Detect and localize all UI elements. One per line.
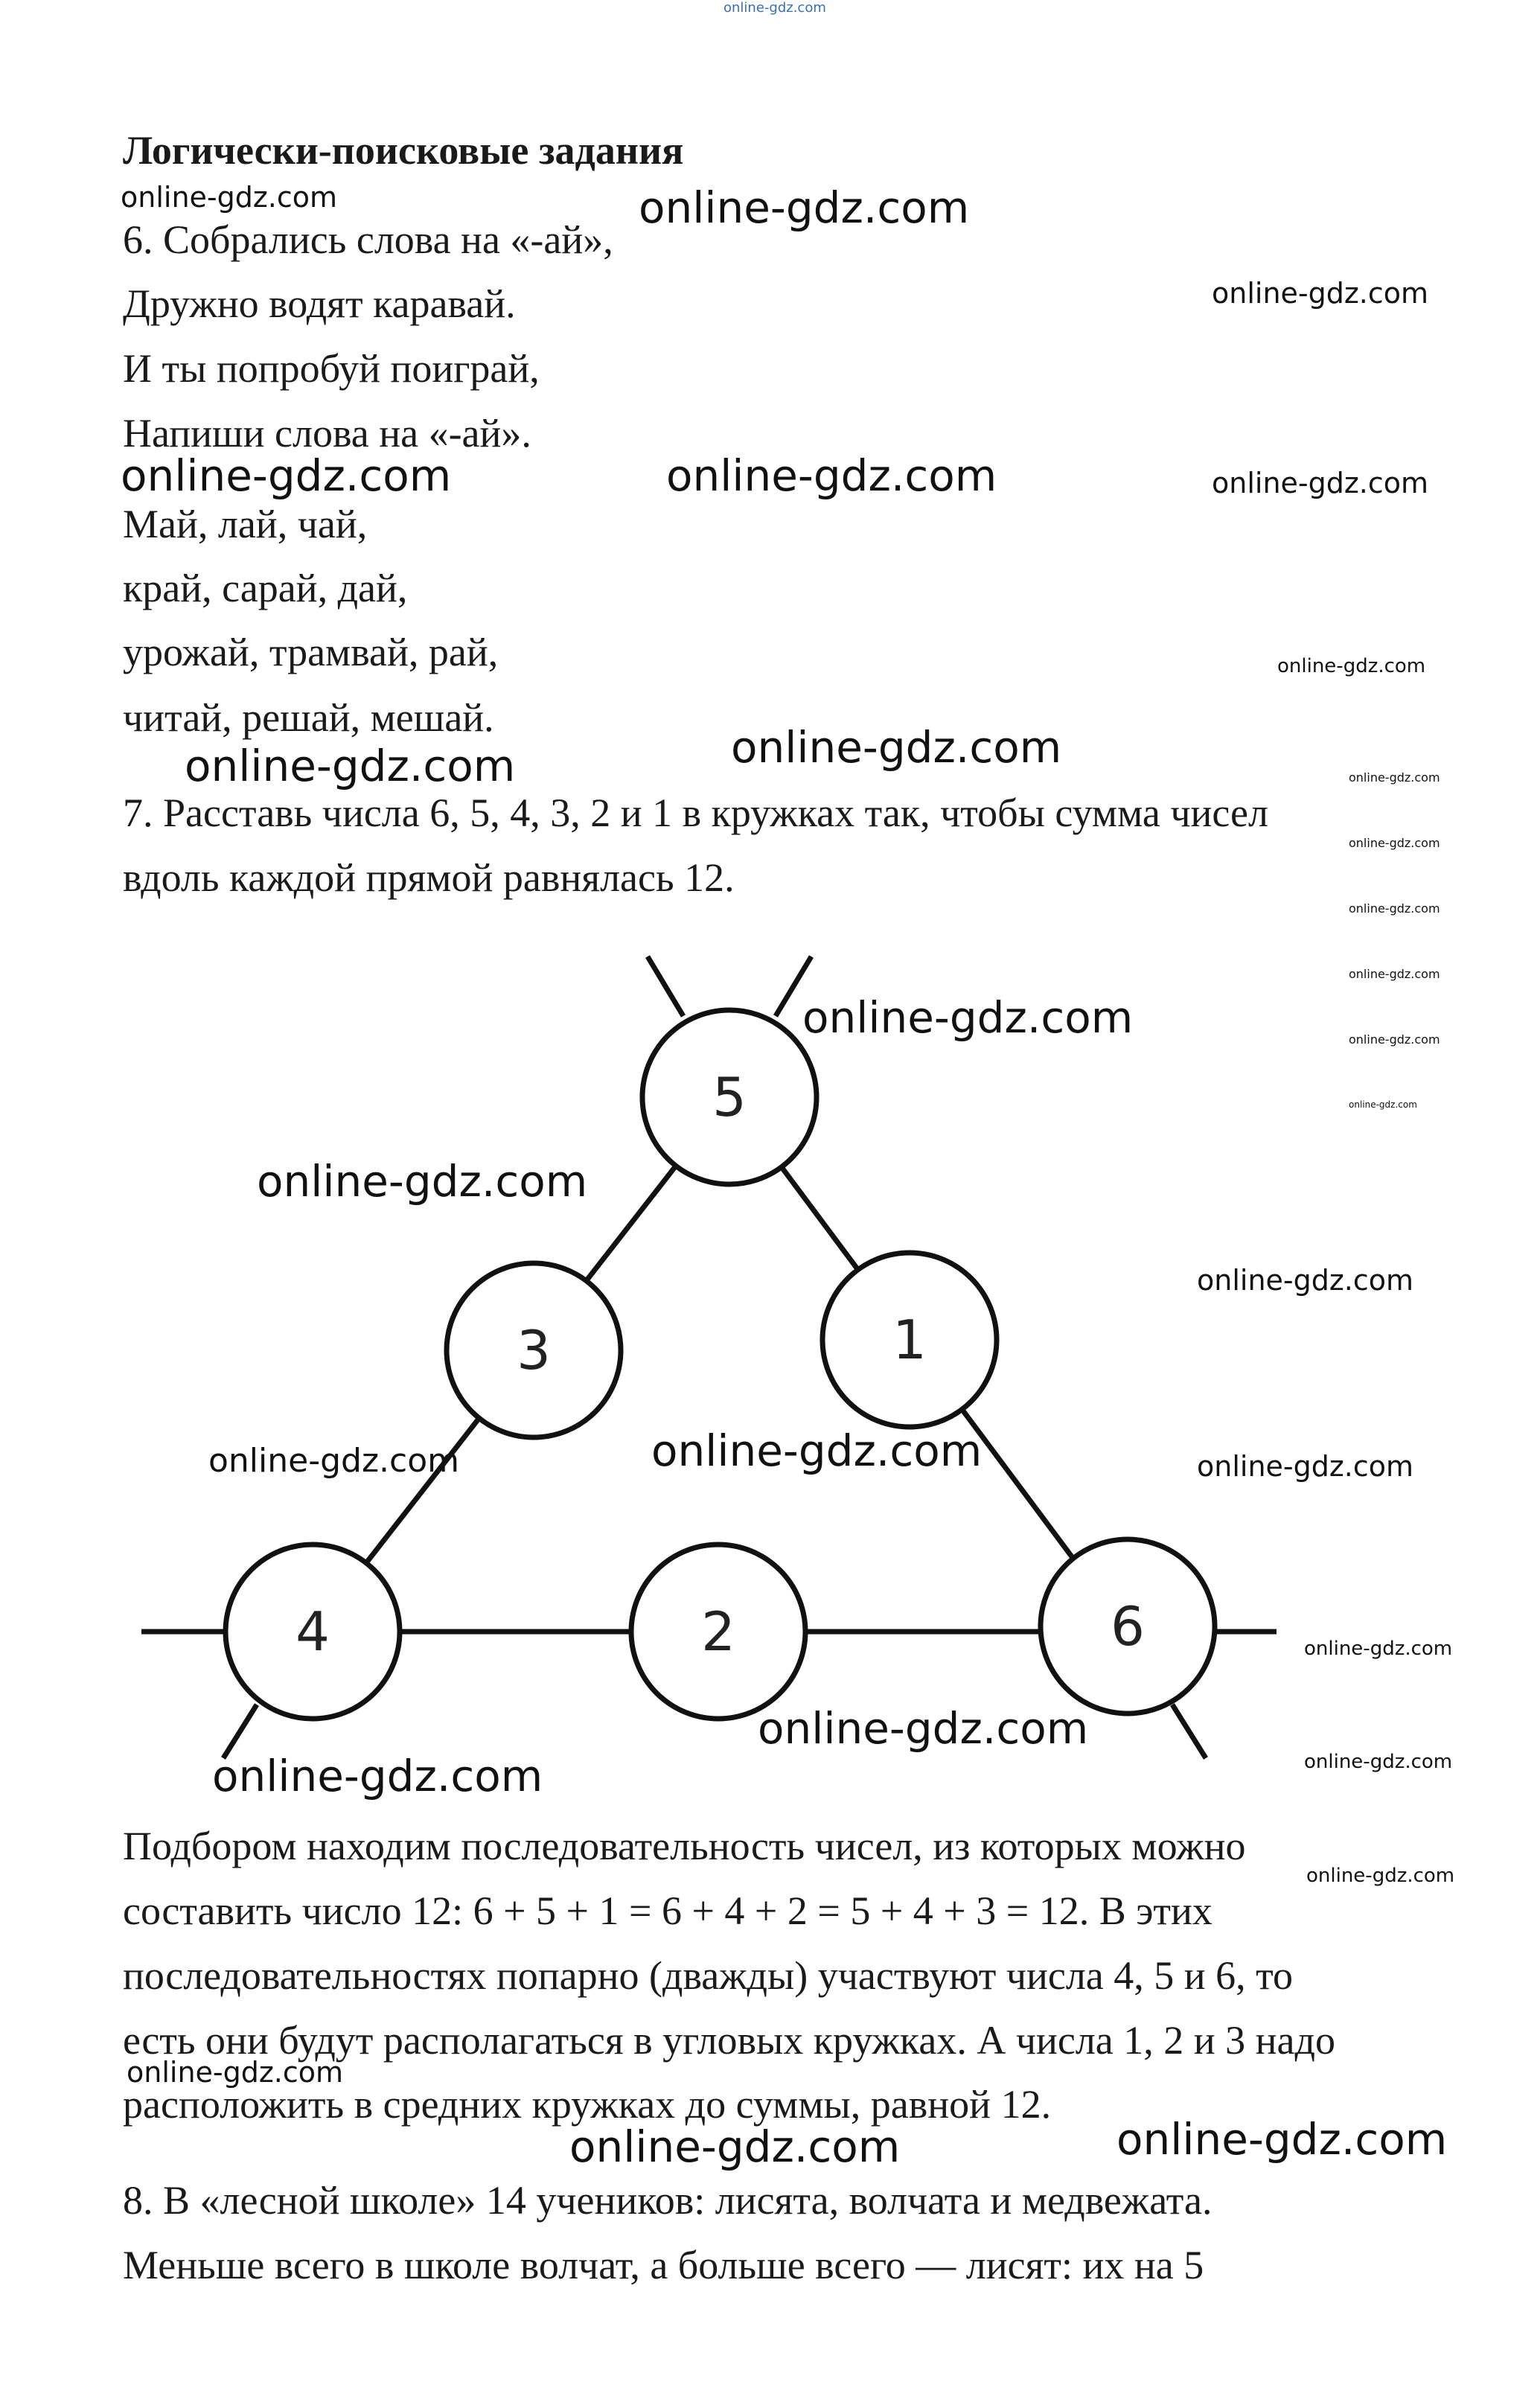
watermark: online-gdz.com	[802, 992, 1134, 1043]
task8-line: Меньше всего в школе волчат, а больше всего — лисят: их на 5	[123, 2243, 1204, 2287]
watermark: online-gdz.com	[1349, 770, 1440, 785]
task7-line: вдоль каждой прямой равнялась 12.	[123, 855, 735, 900]
node-bottom-left-label: 4	[295, 1600, 330, 1663]
watermark: online-gdz.com	[1304, 1751, 1453, 1773]
task6-line: 6. Собрались слова на «-ай»,	[123, 217, 613, 262]
watermark: online-gdz.com	[1197, 1264, 1414, 1297]
solution-line: Подбором находим последовательность чисел, из которых можно	[123, 1824, 1246, 1868]
watermark: online-gdz.com	[1116, 2114, 1448, 2165]
node-upper-left	[447, 1263, 621, 1437]
watermark: online-gdz.com	[1277, 655, 1426, 677]
solution-line: расположить в средних кружках до суммы, равной 12.	[123, 2082, 1052, 2127]
watermark: online-gdz.com	[257, 1156, 588, 1207]
watermark: online-gdz.com	[1306, 1865, 1455, 1887]
watermark: online-gdz.com	[1349, 1032, 1440, 1047]
watermark: online-gdz.com	[121, 181, 338, 214]
task7-line: 7. Расставь числа 6, 5, 4, 3, 2 и 1 в кружках так, чтобы сумма чисел	[123, 791, 1268, 835]
task6-line: Май, лай, чай,	[123, 502, 368, 546]
watermark: online-gdz.com	[758, 1703, 1089, 1754]
node-bottom-right	[1041, 1539, 1215, 1714]
node-bottom-right-label: 6	[1111, 1595, 1145, 1658]
watermark: online-gdz.com	[1304, 1638, 1453, 1660]
diagram-line	[648, 957, 683, 1016]
diagram-line	[1172, 1705, 1206, 1758]
node-bottom-middle	[631, 1545, 805, 1719]
task6-line: читай, решай, мешай.	[123, 695, 494, 740]
node-upper-right-label: 1	[892, 1309, 927, 1371]
watermark: online-gdz.com	[208, 1442, 460, 1480]
node-upper-left-label: 3	[517, 1319, 551, 1382]
node-bottom-left	[226, 1545, 400, 1719]
task6-line: Напиши слова на «-ай».	[123, 411, 531, 456]
watermark: online-gdz.com	[185, 741, 516, 791]
watermark: online-gdz.com	[639, 182, 970, 233]
watermark: online-gdz.com	[127, 2056, 344, 2089]
watermark: online-gdz.com	[731, 722, 1062, 773]
solution-line: есть они будут располагаться в угловых кружках. А числа 1, 2 и 3 надо	[123, 2018, 1335, 2063]
watermark: online-gdz.com	[1349, 901, 1440, 916]
watermark: online-gdz.com	[723, 0, 826, 16]
task6-line: Дружно водят каравай.	[123, 281, 516, 326]
node-bottom-middle-label: 2	[701, 1600, 735, 1663]
node-top	[642, 1010, 817, 1184]
task6-line: край, сарай, дай,	[123, 566, 408, 610]
watermark: online-gdz.com	[1212, 467, 1429, 499]
watermark: online-gdz.com	[212, 1751, 543, 1801]
task6-line: И ты попробуй поиграй,	[123, 346, 540, 391]
solution-line: составить число 12: 6 + 5 + 1 = 6 + 4 + 2 = 5 + 4 + 3 = 12. В этих	[123, 1888, 1212, 1933]
node-upper-right	[822, 1253, 997, 1427]
task8-line: 8. В «лесной школе» 14 учеников: лисята, волчата и медвежата.	[123, 2178, 1212, 2223]
watermark: online-gdz.com	[666, 450, 997, 501]
node-top-label: 5	[712, 1066, 747, 1128]
watermark: online-gdz.com	[651, 1425, 983, 1476]
watermark: online-gdz.com	[1212, 277, 1429, 310]
watermark: online-gdz.com	[121, 450, 452, 501]
watermark: online-gdz.com	[1349, 1099, 1417, 1110]
watermark: online-gdz.com	[1349, 967, 1440, 981]
watermark: online-gdz.com	[1349, 836, 1440, 850]
task6-line: урожай, трамвай, рай,	[123, 630, 499, 674]
section-heading: Логически-поисковые задания	[123, 128, 684, 173]
solution-line: последовательностях попарно (дважды) участвуют числа 4, 5 и 6, то	[123, 1953, 1294, 1998]
watermark: online-gdz.com	[1197, 1450, 1414, 1483]
watermark: online-gdz.com	[569, 2121, 901, 2172]
